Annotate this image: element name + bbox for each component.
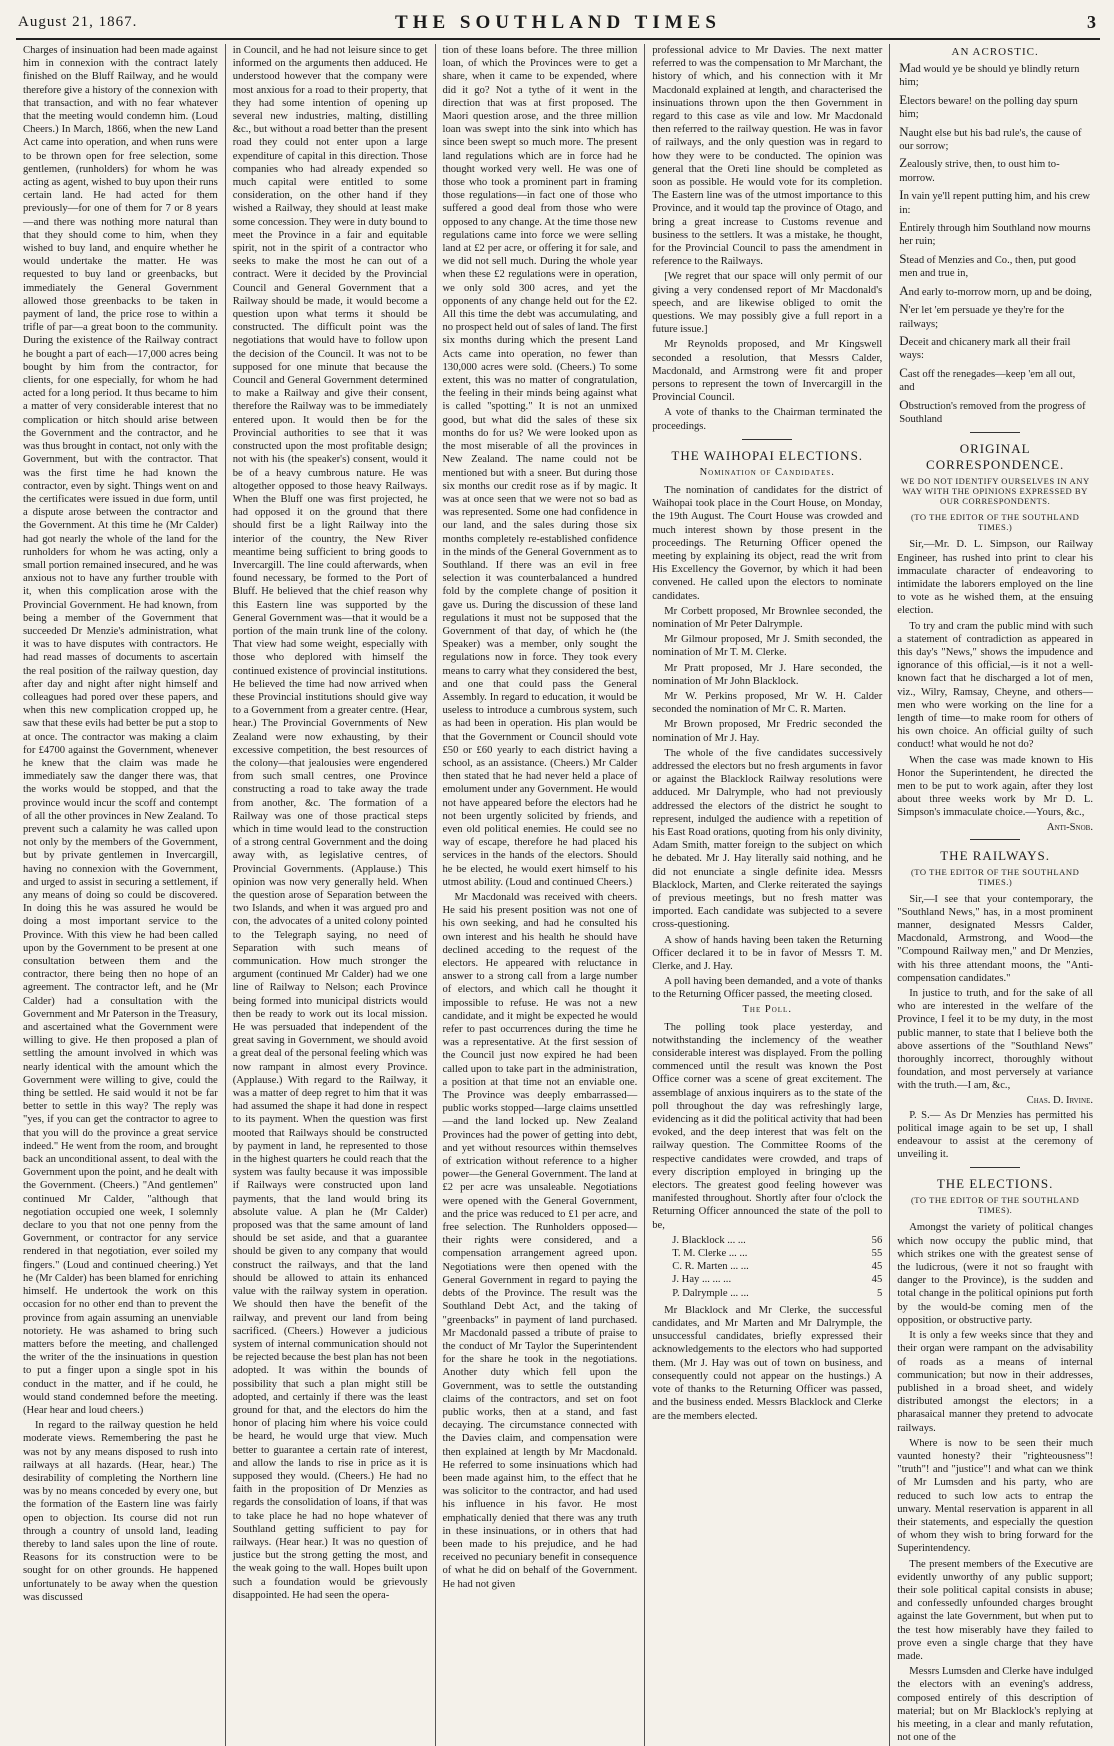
letter-paragraph: Sir,—I see that your contemporary, the "Southland News," has, in a most prominent manner, designated Messrs Calder, Macdonald, Armstrong, and Wood—the "Compound Railway men," and Dr Menzies, with his three attendant moons, the "Anti-compensation candidates." xyxy=(897,893,1093,984)
letter-paragraph: In justice to truth, and for the sake of all who are interested in the welfare of the Province, I feel it to be my duty, in the most public manner, to state that I believe both the above assertions of the "Southland News" thoroughly incorrect, thoroughly without foundation, and most perversely at variance with the truth.—I am, &c., xyxy=(897,988,1093,1092)
article-paragraph: professional advice to Mr Davies. The next matter referred to was the compensation to Mr Marchant, the history of which, and his connection with it Mr Macdonald explained at length, and characterised the insinuations thrown upon the then Government in regard to this case as vile and low. Mr Macdonald then referred to the railway question. He was in favor of railways, and the only question was in regard to how they were to be conducted. The opinion was general that the Oreti line should be completed as soon as possible. He would vote for its completion. The Eastern line was of the utmost importance to this Province, and it would tap the province of Otago, and bring a great increase to Customs revenue and business to the settlers. It was a mistake, he thought, for the Provincial Council to pass the amendment in reference to the Railways. xyxy=(652,45,883,268)
vote-count: 5 xyxy=(876,1287,883,1299)
letter-paragraph: The present members of the Executive are evidently unworthy of any public support; their sole political capital consists in abuse; and confessedly unfounded charges brought against the late Government, but when put to the test how miserably have they failed to prove even a single charge that they have made. xyxy=(897,1558,1093,1662)
initial-letter: M xyxy=(899,60,911,75)
to-the-editor: (TO THE EDITOR OF THE SOUTHLAND TIMES.) xyxy=(910,866,1080,887)
initial-letter: D xyxy=(899,332,909,348)
line-text: 'er let 'em persuade ye they're for the railways; xyxy=(899,305,1065,330)
line-text: aught else but his bad rule's, the cause of our sorrow; xyxy=(899,127,1082,153)
column-2 xyxy=(226,44,436,1746)
article-paragraph: A poll having been demanded, and a vote of thanks to the Returning Officer passed, the meeting closed. xyxy=(652,976,883,1001)
vote-count: 55 xyxy=(871,1248,883,1260)
divider xyxy=(742,439,792,440)
letter-paragraph: It is only a few weeks since that they and their organ were rampant on the advisability of roads as a means of internal communication; but now in their addresses, published in a broad sheet, and widely distributed amongst the electors; in a pharasaical manner they pretend to advocate railways. xyxy=(897,1330,1093,1434)
letter-paragraph: Amongst the variety of political changes which now occupy the public mind, that which strikes one with the greatest sense of the ludicrous, (were it not so fraught with danger to the Province), is the sudden and total change in the political opinions put forth by the would-be coming men of the opposition, or obstructive party. xyxy=(897,1222,1093,1326)
letter-signature: Chas. D. Irvine. xyxy=(1026,1094,1093,1106)
article-paragraph: Mr Blacklock and Mr Clerke, the successful candidates, and Mr Marten and Mr Dalrymple, the unsuccessful candidates, briefly expressed their acknowledgements to the electors who had supported them. (Mr J. Hay was out of town on business, and consequently could not appear on the hustings.) A vote of thanks to the Returning Officer was passed, and the business ended. Messrs Blacklock and Clerke are the members elected. xyxy=(652,1304,883,1422)
initial-letter: N xyxy=(899,123,909,139)
article-paragraph: Mr Macdonald was received with cheers. He said his present position was not one of his own seeking, and had he consulted his own interest and his health he should have declined acceding to the request of the electors. He appeared with reluctance in answer to a strong call from a large number of electors, and which call he thought it impossible to refuse. He was not a new candidate, and it might be expected he would refer to past occurrences during the time he was a representative. At the first session of the Council just now expired he had been called upon to take part in the administration, a position at that time not an enviable one. The Province was deeply embarrassed—public works stopped—large claims unsettled—and the land locked up. New Zealand Provinces had the power of getting into debt, and yet without resources within themselves of extrication without reference to a higher power—the General Government. The land at £2 per acre was unsaleable. Negotiations were opened with the General Government, and the price was reduced to £1 per acre, and free selection. The Runholders opposed—their rights were considered, and a compensation arrangement agreed upon. Negotiations were then opened with the General Government in regard to paying the debts of the Province. The result was the Southland Debt Act, and the taking of "greenbacks" in payment of land purchased. Mr Macdonald passed a tribute of praise to the conduct of Mr Taylor the Superintendent for the share he took in the negotiations. Another duty which fell upon the Government, was to settle the outstanding claims of the contractors, and set on foot public works, then at a stand, and fast decaying. The circumstance connected with the Davies claim, and compensation were then explained at length by Mr Macdonald. He referred to some insinuations which had been made against him, to the effect that he was solicitor to the contractor, and had used his influence in his favor. He most emphatically denied that there was any truth in these insinuations, or in others that had been made to his prejudice, and he had received no pecuniary benefit in consequence of what he did on behalf of the Government. He had not given xyxy=(442,892,638,1590)
letter-paragraph: Sir,—Mr. D. L. Simpson, our Railway Engineer, has rushed into print to clear his immaculate character of endeavoring to intimidate the laborers employed on the line to vote as he wished them, at the ensuing election. xyxy=(897,539,1093,617)
article-paragraph: A vote of thanks to the Chairman terminated the proceedings. xyxy=(652,407,883,432)
letter-paragraph: Where is now to be seen their much vaunted honesty? their "righteousness"! "truth"! and "justice"! and what can we think of Mr Lumsden and his party, who are reduced to such low acts to entrap the unwary. Mental reservation is apparent in all their statements, and especially the question of whom they wish to bring forward for the Superintendency. xyxy=(897,1437,1093,1555)
line-text: ad would ye be should ye blindly return him; xyxy=(899,64,1080,89)
candidate-name: C. R. Marten ... ... xyxy=(672,1261,749,1273)
letter-postscript: P. S.— As Dr Menzies has permitted his political image again to be set up, I shall endeavour to assist at the ceremony of unveiling it. xyxy=(897,1109,1093,1161)
poll-results xyxy=(672,1234,882,1300)
vote-count: 45 xyxy=(871,1261,883,1273)
column-3 xyxy=(436,44,646,1746)
column-5 xyxy=(890,44,1100,1746)
divider xyxy=(970,432,1020,433)
disclaimer: WE DO NOT IDENTIFY OURSELVES IN ANY WAY WITH THE OPINIONS EXPRESSED BY OUR CORRESPONDENTS. xyxy=(900,476,1090,507)
page-number: 3 xyxy=(1087,12,1096,32)
line-text: lectors beware! on the polling day spurn him; xyxy=(899,95,1078,121)
article-paragraph: The whole of the five candidates successively addressed the electors but no fresh arguments in favor or against the Blacklock Railway resolutions were adduced. Mr Dalrymple, who had not previously addressed the electors of the district he sought to represent, indulged the audience with a repetition of his East Road orations, quoting from his only divinity, Adam Smith, matter foreign to the subject on which he debated. Mr J. Hay literally said nothing, and he did not enunciate a single definite idea. Messrs Blacklock, Marten, and Clerke reiterated the sayings of previous meetings, but no fresh matter was imported. Each candidate was subjected to a severe cross-questioning. xyxy=(652,747,883,931)
poll-row xyxy=(672,1234,882,1247)
divider xyxy=(970,839,1020,840)
section-heading-correspondence: ORIGINAL CORRESPONDENCE. xyxy=(926,441,1065,473)
article-paragraph: A show of hands having been taken the Returning Officer declared it to be in favor of Messrs T. M. Clerke, and J. Hay. xyxy=(652,934,883,972)
poem-line xyxy=(897,284,1093,299)
initial-letter: E xyxy=(899,91,908,107)
columns xyxy=(16,44,1100,1744)
initial-letter: I xyxy=(899,187,904,203)
vote-count: 45 xyxy=(871,1274,883,1286)
poll-row xyxy=(672,1287,882,1300)
article-paragraph: Mr Gilmour proposed, Mr J. Smith seconded, the nomination of Mr T. M. Clerke. xyxy=(652,634,883,659)
candidate-name: T. M. Clerke ... ... xyxy=(672,1248,748,1260)
column-4 xyxy=(645,44,890,1746)
poem-line xyxy=(897,252,1093,281)
letter-paragraph: To try and cram the public mind with such a statement of contradiction as appeared in this day's "News," shows the impudence and ignorance of this official,—is it not a well-known fact that he discharged a lot of men, viz., Wilry, Ramsay, Cheyne, and others—men who were working on the line for a length of time—to make room for others of his own choice. An official guilty of such conduct! what would he not do? xyxy=(897,620,1093,751)
article-paragraph: Mr Corbett proposed, Mr Brownlee seconded, the nomination of Mr Peter Dalrymple. xyxy=(652,605,883,630)
subheading-nomination: Nomination of Candidates. xyxy=(699,466,835,478)
initial-letter: C xyxy=(899,364,908,380)
article-paragraph: in Council, and he had not leisure since to get informed on the arguments then adduced. He understood however that the company were most anxious for a road to their property, that they had some intention of opening up several new industries, malting, distilling &c., but without a road better than the present road they could not enter upon a large expenditure of capital in this direction. Those companies who had already expended so much capital were entitled to some consideration, on the other hand if they wished a Railway, they should at least make some concession. They were in duty bound to meet the Province in a fair and equitable spirit, not in the spirit of a contractor who seeks to make the most he can out of a contract. Were it decided by the Provincial Council and General Government that a Railway should be made, it would become a question upon what terms it should be constructed. The difficult point was the negotiations that would have to follow upon the decision of the Council. It was not to be supposed for one minute that because the Council and General Government determined to make a Railway and give their consent, therefore the Railway was to be immediately entered upon. It would then be for the Provincial authorities to see that it was constructed upon the most profitable design; not with his (the speaker's) consent, would it be of a heavy cumbrous nature. He was altogether opposed to those heavy Railways. When the Bluff one was first projected, he had opposed it on the ground that there should first be a light Railway into the interior of the country, the New River meantime being sufficient to bring goods to Invercargill. The line could afterwards, when found necessary, be formed to the Port of Bluff. He believed that the chief reason why this Eastern line was supported by the General Government was—that it would be a portion of the main trunk line of the colony. That view had some weight, especially with those who deplored with himself the continued existence of provincial institutions. He believed the time had now arrived when these Provincial institutions should give way to a Government from a greater centre. (Hear, hear.) The Provincial Governments of New Zealand were now exhausting, by their excessive competition, the best resources of the colony—that jealousies were engendered from such small centres, one Province constructing a road to take away the trade from another, &c. The formation of a Railway was one of those practical steps which in time would lead to the construction of a strong central Government and the doing away with, as legislative centres, of Provincial Governments. (Applause.) This opinion was now very generally held. When the question arose of Separation between the two Islands, and when it was argued pro and con, the advocates of a united colony pointed to the Telegraph saying, no need of Separation with such means of communication. How much stronger the argument (continued Mr Calder) had we one line of Railway to Nelson; each Province being formed into municipal districts would then be ready to work out its local mission. He was persuaded that independent of the great saving in Government, we should avoid a great deal of the personal feeling which was now rampant in almost every Province. (Applause.) With regard to the Railway, it was a matter of deep regret to him that it was had assumed the shape it had done in respect to its payment. When the question was first mooted that Railways should be constructed by payment in land, he represented to those in the highest quarters he could reach that the system was faulty because it was impossible if Railways were constructed upon land payments, that the land would bring its absolute value. A plan he (Mr Calder) proposed was that the same amount of land should be set aside, and that a guarantee should be given to any company that would construct the railways, and that the land should be allowed to attain its enhanced value with the railway system in operation. We should then have the benefit of the railway, and prevent our land from being sacrificed. (Cheers.) However a judicious system of internal communication should not be rejected because the best plan has not been adopted. It was within the bounds of possibility that such a plan might still be adopted, and certainly if there was the least ground for that, and the electors do him the honor of placing him where his voice could be heard, he would urge that view. Much better to guarantee a certain rate of interest, and allow the lands to rise in price as it is supposed they would. (Cheers.) He had no faith in the proposition of Dr Menzies as regards the consolidation of loans, if that was to take place he had no hope whatever of Southland getting sufficient to pay for railways. (Hear hear.) It was no question of justice but the strong getting the most, and the weak going to the wall. Hopes built upon such a foundation would be grievously disappointed. He had seen the opera- xyxy=(232,45,428,1601)
candidate-name: J. Hay ... ... ... xyxy=(672,1274,732,1286)
divider xyxy=(970,1167,1020,1168)
letter-paragraph: When the case was made known to His Honor the Superintendent, he directed the men to be put to work again, after they lost about three weeks work by Mr D. L. Simpson's immaculate choice.—Yours, &c., xyxy=(897,754,1093,819)
article-paragraph: Charges of insinuation had been made against him in connexion with the contract lately finished on the Bluff Railway, and he would therefore give a history of the connexion with that transaction, and with no fear whatever that the meeting would condemn him. (Loud Cheers.) In March, 1866, when the new Land Act came into operation, and when runs were to be thrown open for free selection, some gentlemen, (runholders) for whom he was acting as agent, wished to buy upon their runs certain land. He had acted for them previously—for one of them for 7 or 8 years—and there was nothing more natural than that they should come to him, when they wished to buy land, and enquire whether he would undertake the matter. He was requested to buy land or greenbacks, but immediately the General Government allowed those greenbacks to be taken in payment of land, the price rose to within a trifle of par—a great boon to the community. During the existence of the Railway contract he bought a part of each—17,000 acres being bought by him from the contractor, for clients, for one especially, for whom he had acted for a long period. It thus became to him a matter of very considerable interest that no complication or hitch should arise between the Government and the contractor, and he was thus brought in contact, not only with the Government, but with the contractor. That was the first time he had known the contractor, even by sight. Things went on and the certificates were issued in due form, until a dispute arose between the contractor and the Government. At this time he (Mr Calder) had got nearly the whole of the land for the runholders for whom he was acting, only a small portion remained insecured, and he was anxious not to have any further trouble with it, when this complication arose with the Provincial Government. He had known, from being a member of the Government that succeeded Dr Menzie's administration, what it was to have disputes with contractors. He had read masses of documents to ascertain the real position of the railway question, day after day and night after night himself and colleagues had pored over these papers, and when this new complication cropped up, he saw that these evils had better be put a stop to at once. The contractor was making a claim for £4700 against the Government, whenever he knew that the claim was made he immediately saw the danger there was, that the works would be stopped, and that the province would incur the scoff and contempt of all the other provinces in New Zealand. To prevent such a calamity he was called upon not only by the members of the Government, but by private gentlemen in Invercargill, having no connexion with the Government, and urged to assist in securing a settlement, if any means of doing so could be discovered. In doing this he was assured he would be doing a most important service to the Province. With this view he had been called upon by the Government to be present at one consultation between them and the contractor, there being then no hope of an agreement. The contractor left, and he (Mr Calder) had a consultation with the Government and Mr Paterson in the Treasury, and ascertained what the Government were willing to give. He then proposed a plan of settling the amount involved in which was nearly identical with the amount which the Government were willing to give, could the thing be settled. He said would it not be far better to settle in this way? The reply was "yes, if you can get the contractor to agree to that you will do the province a great service indeed." He went from the room, and brought back an unconditional assent, to deal with the Government upon the point, and he dealt with the Government. (Cheers.) "And gentlemen" continued Mr Calder, "although that negotiation occupied one week, I solemnly declare to you that not one penny from the Government, or contractor for any service rendered in that negotiation, ever soiled my fingers." (Loud and continued cheering.) Yet he (Mr Calder) has been blamed for enriching himself. He undertook the work on this occasion for no other end than to prevent the province from again assuming an unenviable notoriety. He was ashamed to bring such matters before the meeting, and challenged the writer of the the insinuations in question to put a finger upon a single spot in his conduct in the matter, and if he could, he would stand condemned before the meeting. (Hear hear and loud cheers.) xyxy=(23,45,218,1416)
masthead xyxy=(16,8,1100,40)
line-text: tead of Menzies and Co., then, put good men and true in, xyxy=(899,254,1076,280)
article-paragraph: Mr Reynolds proposed, and Mr Kingswell seconded a resolution, that Messrs Calder, Macdonald, and Armstrong were fit and proper persons to represent the town of Invercargill in the Provincial Council. xyxy=(652,339,883,404)
article-paragraph: tion of these loans before. The three million loan, of which the Provinces were to get a share, when it came to be expended, where did it go? Not a tythe of it went in the direction that was at first proposed. The Maori question arose, and the three million loan was swept into the sink into which has since been swept so much more. The present land regulations which are in force had he thought worked very well. He was one of those who took a prominent part in framing those regulations—in fact one of those who suffered a good deal from those who were opposed to any change. At the time those new regulations came into force we were selling land at £2 per acre, or offering it for sale, and we did not sell much. During the whole year when these £2 regulations were in operation, we only sold 300 acres, and yet the opponents of any change held out for the £2. All this time the debt was accumulating, and no prospect held out of sales of land. The first six months during which the present Land Acts came into operation, no fewer than 130,000 acres were sold. (Cheers.) To some extent, this was no matter of congratulation, the feeling in their minds being against what is called "spotting." It is not an unmixed good, but what did the sales of these six months do for us? We were looked upon as the most miserable of all the provinces in New Zealand. The name could not be mentioned but with a sneer. But during those six months our credit rose as if by magic. It was at once seen that we were not so bad as was represented. Some one had confidence in our land, and the sales during those six months completely re-established confidence in the minds of the General Government as to Southland. If there was an evil in free selection it was counterbalanced a hundred fold by the complete change of position it gave us. During the discussion of these land regulations it must not be supposed that the Government of that day, of which he (the Speaker) was a member, only sought the regulations now in force. They took every means to carry what they considered the best, and one that could pass the General Assembly. In regard to education, it would be useless to introduce a cumbrous system, such as had been in operation. His plan would be that the Government or Council should vote £50 or £60 yearly to each district having a school, as an assistance. (Cheers.) Mr Calder then stated that he had never held a place of emolument under any Government. He would not have appeared before the electors had he not been urgently solicited by friends, and even old political enemies. He could see no way of escape, therefore he had placed his services in the hands of the electors. Should he be elected, he would exert himself to his utmost ability. (Loud and continued Cheers.) xyxy=(442,45,638,888)
initial-letter: Z xyxy=(899,155,908,171)
poem-line xyxy=(897,220,1093,249)
poll-row xyxy=(672,1273,882,1286)
poem-line xyxy=(897,188,1093,217)
poem-line xyxy=(897,61,1093,90)
article-paragraph: The polling took place yesterday, and notwithstanding the inclemency of the weather considerable interest was displayed. From the polling commenced until the result was known the Post Office corner was a scene of great excitement. The assemblage of anxious inquirers as to the state of the poll throughout the day was refreshingly large, evidencing as it did the political activity that had been evoked, and the deep interest that was felt on the railway question. The Committee Rooms of the respective candidates were crowded, and traps of every discription employed in bringing up the electors. The greatest good feeling however was manifested throughout. Shortly after four o'clock the Returning Officer announced the state of the poll to be, xyxy=(652,1021,883,1231)
poem-line xyxy=(897,334,1093,363)
poem-line xyxy=(897,93,1093,122)
line-text: ealously strive, then, to oust him to-morrow. xyxy=(899,159,1060,184)
poem-line xyxy=(897,398,1093,427)
issue-date: August 21, 1867. xyxy=(18,14,138,30)
line-text: ast off the renegades—keep 'em all out, and xyxy=(899,368,1076,394)
line-text: eceit and chicanery mark all their frail ways: xyxy=(899,336,1071,362)
line-text: bstruction's removed from the progress of Southland xyxy=(899,400,1086,425)
initial-letter: S xyxy=(899,250,907,266)
acrostic-title: AN ACROSTIC. xyxy=(951,46,1039,58)
section-heading-waihopai-elections: THE WAIHOPAI ELECTIONS. xyxy=(671,447,864,463)
letter-signature: Anti-Snob. xyxy=(1046,821,1093,833)
poll-row xyxy=(672,1260,882,1273)
vote-count: 56 xyxy=(871,1234,883,1246)
poem-line xyxy=(897,366,1093,395)
subheading-poll: The Poll. xyxy=(742,1003,792,1015)
acrostic-poem xyxy=(897,61,1093,426)
to-the-editor: (TO THE EDITOR OF THE SOUTHLAND TIMES). xyxy=(910,1195,1080,1216)
article-paragraph: Mr W. Perkins proposed, Mr W. H. Calder seconded the nomination of Mr C. R. Marten. xyxy=(652,690,883,716)
article-paragraph: Mr Pratt proposed, Mr J. Hare seconded, the nomination of Mr John Blacklock. xyxy=(652,662,883,687)
candidate-name: P. Dalrymple ... ... xyxy=(672,1287,749,1299)
to-the-editor: (TO THE EDITOR OF THE SOUTHLAND TIMES.) xyxy=(910,512,1080,533)
article-paragraph: The nomination of candidates for the district of Waihopai took place in the Court House, on Monday, the 19th August. The Court House was crowded and much interest shown by those present in the proceedings. The Returning Officer opened the meeting by explaining its object, read the writ from His Excellency the Governor, by which it had been convened. He called upon the electors to nominate candidates. xyxy=(652,484,883,602)
line-text: n vain ye'll repent putting him, and his crew in: xyxy=(899,191,1090,216)
poll-row xyxy=(672,1247,882,1260)
line-text: ntirely through him Southland now mourns her ruin; xyxy=(899,223,1091,248)
newspaper-title: THE SOUTHLAND TIMES xyxy=(395,12,721,33)
candidate-name: J. Blacklock ... ... xyxy=(672,1234,746,1246)
article-paragraph: Mr Brown proposed, Mr Fredric seconded the nomination of Mr J. Hay. xyxy=(652,719,883,744)
section-heading-elections: THE ELECTIONS. xyxy=(936,1176,1054,1192)
poem-line xyxy=(897,302,1093,331)
initial-letter: E xyxy=(899,219,908,235)
line-text: nd early to-morrow morn, up and be doing, xyxy=(908,286,1092,298)
editorial-note: [We regret that our space will only permit of our giving a very condensed report of Mr Macdonald's speech, and are likewise obliged to omit the questions. We may possibly give a full report in a future issue.] xyxy=(652,271,883,336)
initial-letter: O xyxy=(899,396,909,412)
initial-letter: N xyxy=(899,301,909,317)
letter-paragraph: Messrs Lumsden and Clerke have indulged the electors with an evening's address, composed entirely of this description of material; but on Mr Blacklock's replying at his meeting, in a clear and manly refutation, not one of the xyxy=(897,1666,1093,1744)
column-1 xyxy=(16,44,226,1746)
section-heading-railways: THE RAILWAYS. xyxy=(940,847,1051,863)
poem-line xyxy=(897,156,1093,185)
initial-letter: A xyxy=(899,282,909,298)
poem-line xyxy=(897,125,1093,154)
article-paragraph: In regard to the railway question he held moderate views. Remembering the past he was not by any means disposed to rush into railways at all hazards. (Hear, hear.) The desirability of completing the Northern line was by no means conceded by every one, but the formation of the Eastern line was fairly open to objection. Its course did not run through a country of unsold land, leading thereby to land sales upon the line of route. Reasons for its construction were to be sought for on other grounds. He happened unfortunately to be away when the question was discussed xyxy=(23,1420,218,1603)
